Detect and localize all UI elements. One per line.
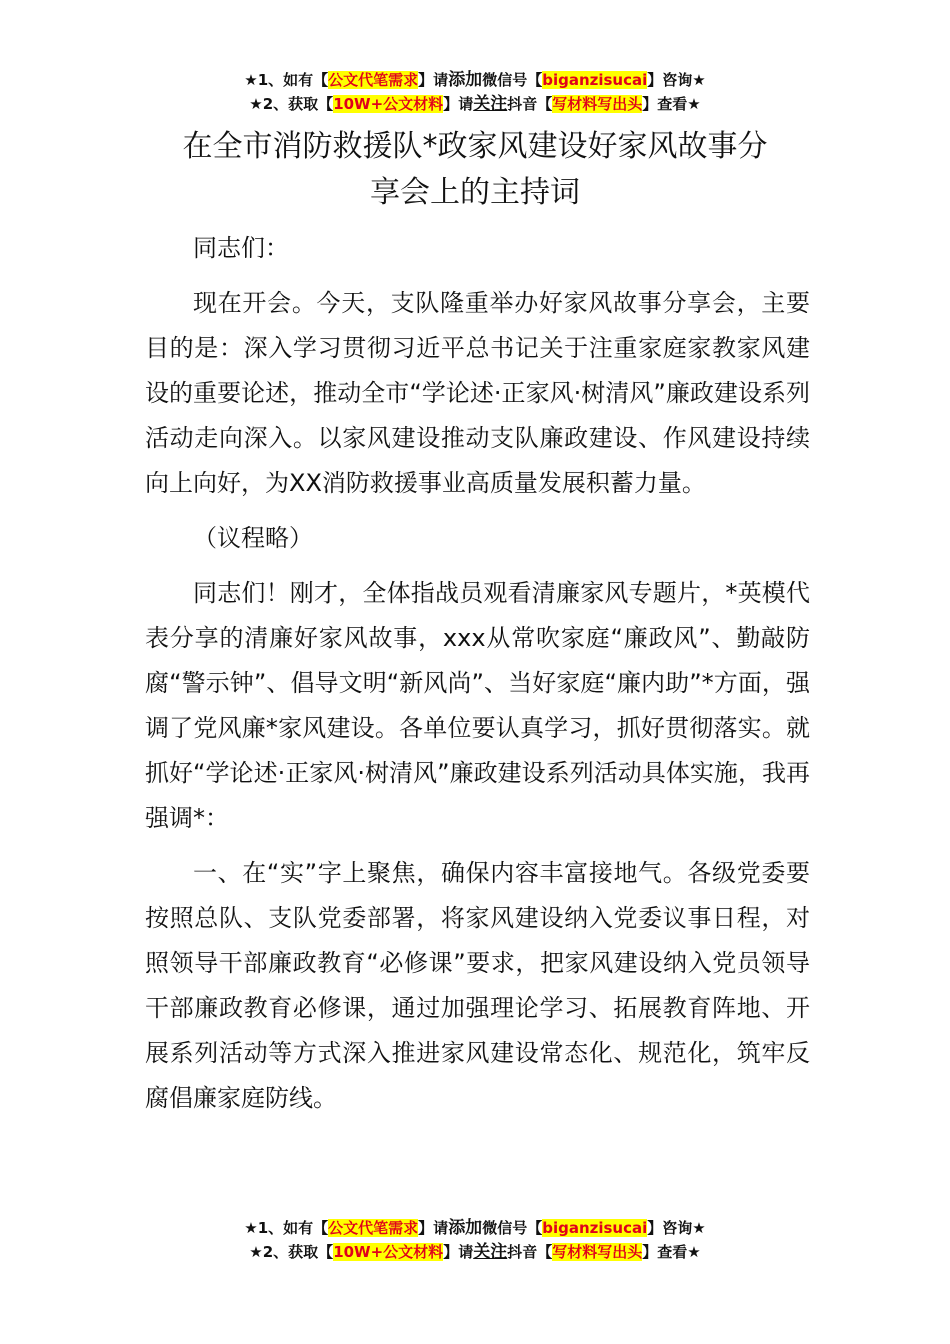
banner-text: ★2、获取【 [249,1243,334,1261]
banner-highlight: biganzisucai [542,71,648,89]
banner-highlight: 写材料写出头 [552,1243,643,1261]
banner-text: 】咨询★ [647,71,706,89]
banner-emphasis: 关注 [473,1242,508,1262]
banner-text: ★1、如有【 [244,71,329,89]
banner-text: 微信号【 [482,1219,543,1237]
banner-text: 抖音【 [507,95,553,113]
banner-highlight: 10W+公文材料 [333,95,444,113]
banner-highlight: biganzisucai [542,1219,648,1237]
title-line: 在全市消防救援队*政家风建设好家风故事分 [182,129,768,164]
banner-text: 】请 [443,1243,474,1261]
banner-emphasis: 添加 [448,1218,483,1238]
banner-text: 】咨询★ [647,1219,706,1237]
banner-highlight: 10W+公文材料 [333,1243,444,1261]
banner-text: 】请 [443,95,474,113]
document-title [140,124,810,216]
paragraph: 一、在“实”字上聚焦，确保内容丰富接地气。各级党委要按照总队、支队党委部署，将家风建设纳入党委议事日程，对照领导干部廉政教育“必修课”要求，把家风建设纳入党员领导干部廉政教育必修课，通过加强理论学习、拓展教育阵地、开展系列活动等方式深入推进家风建设常态化、规范化，筑牢反腐倡廉家庭防线。 [145,859,810,1112]
paragraph: 现在开会。今天，支队隆重举办好家风故事分享会，主要目的是：深入学习贯彻习近平总书记关于注重家庭家教家风建设的重要论述，推动全市“学论述·正家风·树清风”廉政建设系列活动走向深入。以家风建设推动支队廉政建设、作风建设持续向上向好，为XX消防救援事业高质量发展积蓄力量。 [145,289,810,497]
paragraph-agenda-note: （议程略） [193,524,313,552]
banner-text: 】查看★ [642,95,701,113]
banner-highlight: 公文代笔需求 [328,1219,419,1237]
banner-text: 微信号【 [482,71,543,89]
banner-emphasis: 添加 [448,70,483,90]
banner-text: 】请 [418,1219,449,1237]
document-body [145,226,810,1131]
banner-line-1 [0,1216,950,1240]
paragraph: 同志们！刚才，全体指战员观看清廉家风专题片，*英模代表分享的清廉好家风故事，xxx从常吹家庭“廉政风”、勤敲防腐“警示钟”、倡导文明“新风尚”、当好家庭“廉内助”*方面，强调了党风廉*家风建设。各单位要认真学习，抓好贯彻落实。就抓好“学论述·正家风·树清风”廉政建设系列活动具体实施，我再强调*： [145,579,810,832]
banner-highlight: 公文代笔需求 [328,71,419,89]
banner-text: ★1、如有【 [244,1219,329,1237]
footer-banner [0,1216,950,1264]
banner-line-2 [0,92,950,116]
banner-line-1 [0,68,950,92]
header-banner [0,68,950,116]
banner-text: ★2、获取【 [249,95,334,113]
title-line: 享会上的主持词 [370,175,580,210]
banner-text: 抖音【 [507,1243,553,1261]
banner-text: 】请 [418,71,449,89]
banner-highlight: 写材料写出头 [552,95,643,113]
banner-emphasis: 关注 [473,94,508,114]
banner-text: 】查看★ [642,1243,701,1261]
banner-line-2 [0,1240,950,1264]
salutation: 同志们： [193,234,289,262]
